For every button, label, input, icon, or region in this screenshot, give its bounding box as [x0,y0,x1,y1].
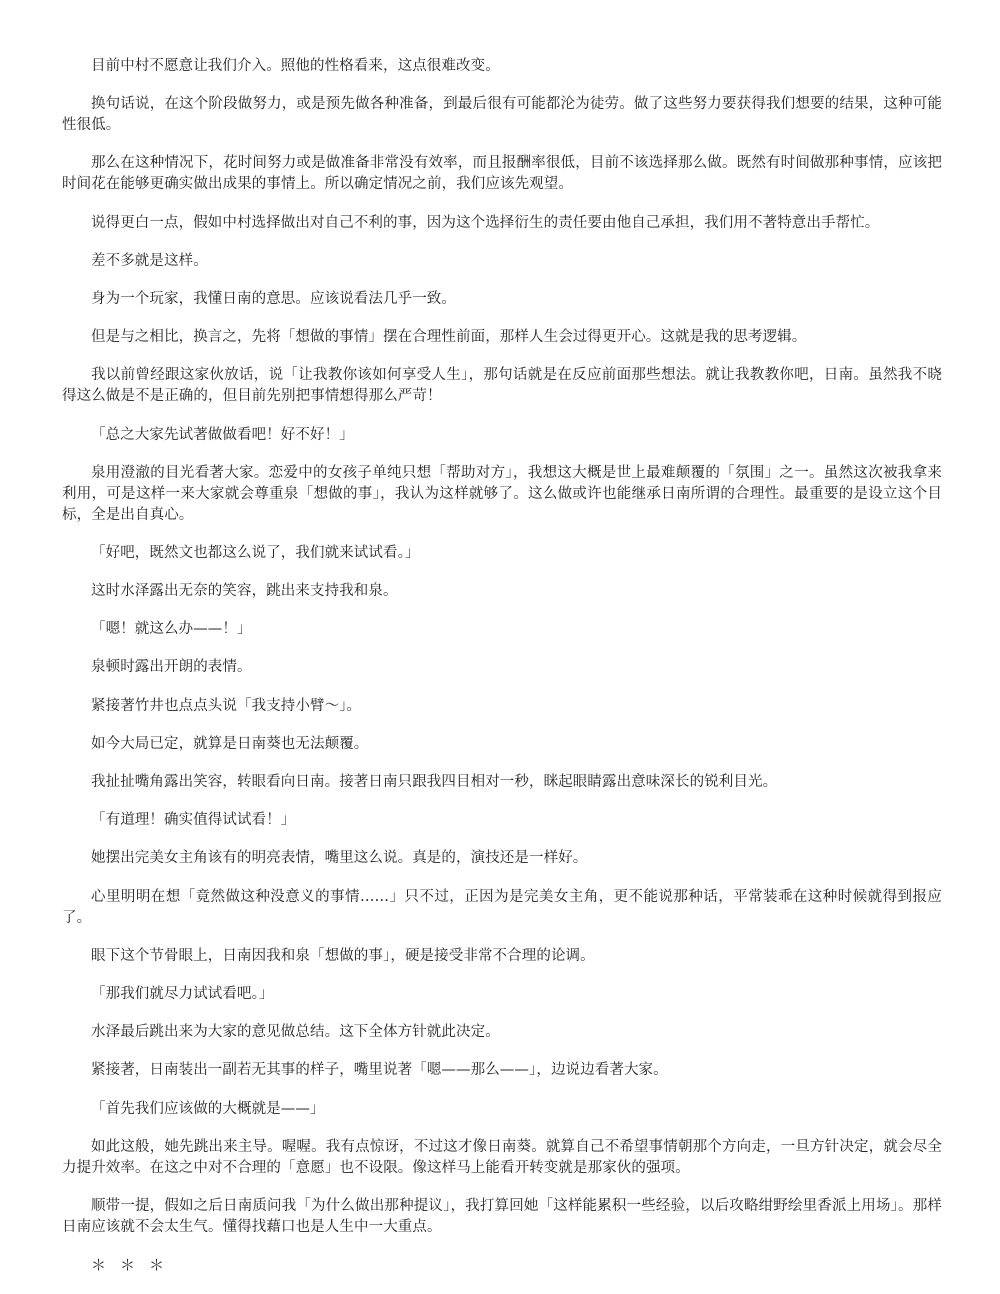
dialogue-line: 「嗯！就这么办——！」 [91,621,252,638]
paragraph: 那么在这种情况下，花时间努力或是做准备非常没有效率，而且报酬率很低，目前不该选择那么做。既然有时间做那种事情，应该把时间花在能够更确实做出成果的事情上。所以确定情况之前，我们应该先观望。 [62,155,942,193]
dialogue-line: 「首先我们应该做的大概就是——」 [91,1100,325,1117]
paragraph: 我扯扯嘴角露出笑容，转眼看向日南。接著日南只跟我四目相对一秒，眯起眼睛露出意味深长的锐利目光。 [91,774,778,790]
paragraph: 身为一个玩家，我懂日南的意思。应该说看法几乎一致。 [91,290,456,307]
dialogue-line: 「好吧，既然文也都这么说了，我们就来试试看。」 [91,544,420,561]
paragraph: 我以前曾经跟这家伙放话，说「让我教你该如何享受人生」，那句话就是在反应前面那些想法。就让我教教你吧，日南。虽然我不晓得这么做是不是正确的，但目前先别把事情想得那么严苛！ [62,367,942,405]
paragraph: 目前中村不愿意让我们介入。照他的性格看来，这点很难改变。 [91,58,500,74]
paragraph: 紧接著，日南装出一副若无其事的样子，嘴里说著「嗯——那么——」，边说边看著大家。 [91,1062,668,1079]
paragraph: 如今大局已定，就算是日南葵也无法颠覆。 [91,735,369,752]
paragraph: 说得更白一点，假如中村选择做出对自己不利的事，因为这个选择衍生的责任要由他自己承担，我们用不著特意出手帮忙。 [91,214,880,231]
document-page [62,56,942,1276]
scene-separator: ＊＊＊ [91,1256,179,1275]
paragraph: 眼下这个节骨眼上，日南因我和泉「想做的事」，硬是接受非常不合理的论调。 [91,947,595,964]
dialogue-line: 「有道理！确实值得试试看！」 [91,812,296,829]
paragraph: 换句话说，在这个阶段做努力，或是预先做各种准备，到最后很有可能都沦为徒劳。做了这些努力要获得我们想要的结果，这种可能性很低。 [62,96,942,134]
dialogue-line: 「总之大家先试著做做看吧！好不好！」 [91,426,354,443]
paragraph: 差不多就是这样。 [91,252,208,269]
paragraph: 紧接著竹井也点点头说「我支持小臂～」。 [91,697,362,714]
paragraph: 如此这般，她先跳出来主导。喔喔。我有点惊讶，不过这才像日南葵。就算自己不希望事情朝那个方向走，一旦方针决定，就会尽全力提升效率。在这之中对不合理的「意愿」也不设限。像这样马上能看开转变就是那家伙的强项。 [62,1138,942,1176]
paragraph: 泉用澄澈的目光看著大家。恋爱中的女孩子单纯只想「帮助对方」，我想这大概是世上最难颠覆的「氛围」之一。虽然这次被我拿来利用，可是这样一来大家就会尊重泉「想做的事」，我认为这样就够了。这么做或许也能继承日南所谓的合理性。最重要的是设立这个目标，全是出自真心。 [62,464,942,523]
paragraph: 她摆出完美女主角该有的明亮表情，嘴里这么说。真是的，演技还是一样好。 [91,850,588,867]
paragraph: 这时水泽露出无奈的笑容，跳出来支持我和泉。 [91,583,398,600]
dialogue-line: 「那我们就尽力试试看吧。」 [91,985,274,1002]
paragraph: 水泽最后跳出来为大家的意见做总结。这下全体方针就此决定。 [91,1024,500,1041]
paragraph: 顺带一提，假如之后日南质问我「为什么做出那种提议」，我打算回她「这样能累积一些经验，以后攻略绀野绘里香派上用场」。那样日南应该就不会太生气。懂得找藉口也是人生中一大重点。 [62,1197,942,1235]
paragraph: 泉顿时露出开朗的表情。 [91,659,252,676]
paragraph: 心里明明在想「竟然做这种没意义的事情……」只不过，正因为是完美女主角，更不能说那种话，平常装乖在这种时候就得到报应了。 [62,888,942,926]
paragraph: 但是与之相比，换言之，先将「想做的事情」摆在合理性前面，那样人生会过得更开心。这就是我的思考逻辑。 [91,329,807,346]
